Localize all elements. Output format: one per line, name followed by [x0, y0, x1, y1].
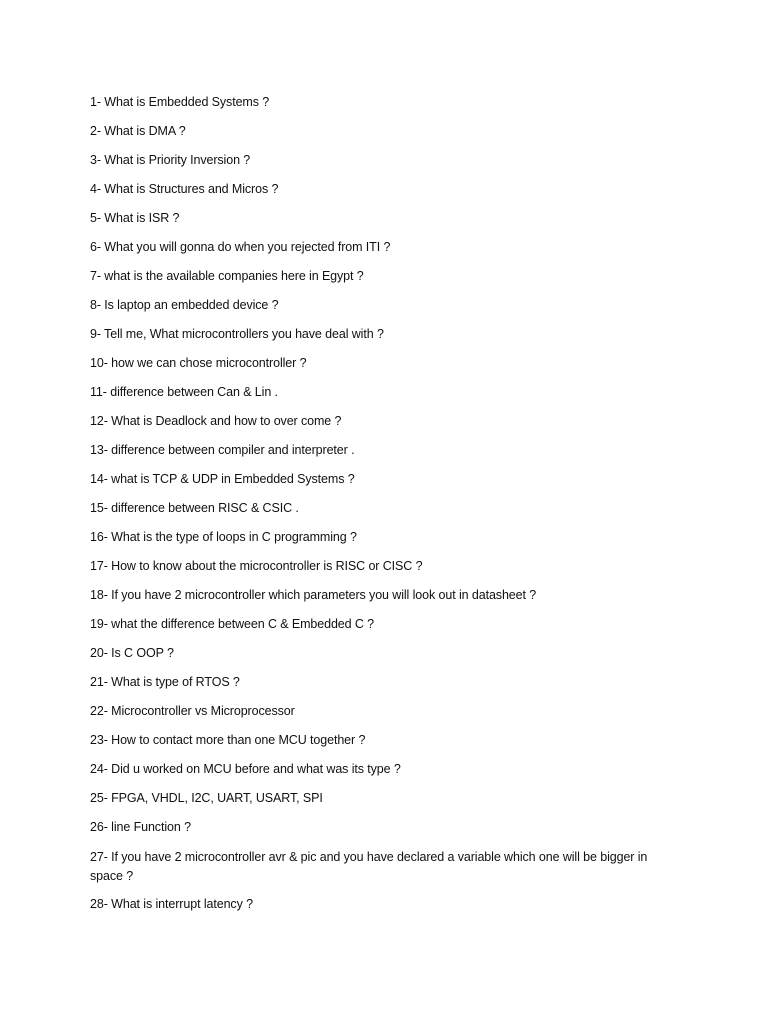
question-item: 11- difference between Can & Lin .	[90, 385, 278, 399]
question-item: 19- what the difference between C & Embedded C ?	[90, 617, 375, 631]
question-item: 5- What is ISR ?	[90, 211, 180, 225]
question-item: 6- What you will gonna do when you rejected from ITI ?	[90, 240, 391, 254]
question-item: 13- difference between compiler and interpreter .	[90, 443, 355, 457]
question-item: 26- line Function ?	[90, 820, 191, 834]
question-item: 18- If you have 2 microcontroller which parameters you will look out in datasheet ?	[90, 588, 537, 602]
question-item: 7- what is the available companies here in Egypt ?	[90, 269, 364, 283]
question-item: 24- Did u worked on MCU before and what was its type ?	[90, 762, 401, 776]
question-item: 4- What is Structures and Micros ?	[90, 182, 279, 196]
question-item: 15- difference between RISC & CSIC .	[90, 501, 299, 515]
question-item: 23- How to contact more than one MCU together ?	[90, 733, 366, 747]
question-item: 9- Tell me, What microcontrollers you have deal with ?	[90, 327, 384, 341]
question-item: 16- What is the type of loops in C programming ?	[90, 530, 357, 544]
question-item: 27- If you have 2 microcontroller avr & pic and you have declared a variable which one will be bigger in space ?	[90, 850, 648, 883]
question-item: 20- Is C OOP ?	[90, 646, 174, 660]
question-item: 25- FPGA, VHDL, I2C, UART, USART, SPI	[90, 791, 323, 805]
question-item: 12- What is Deadlock and how to over come ?	[90, 414, 342, 428]
question-item: 1- What is Embedded Systems ?	[90, 95, 270, 109]
question-item: 3- What is Priority Inversion ?	[90, 153, 251, 167]
question-item: 10- how we can chose microcontroller ?	[90, 356, 307, 370]
question-item: 22- Microcontroller vs Microprocessor	[90, 704, 295, 718]
question-list	[90, 94, 680, 925]
question-item: 28- What is interrupt latency ?	[90, 897, 253, 911]
question-item: 8- Is laptop an embedded device ?	[90, 298, 279, 312]
question-item: 2- What is DMA ?	[90, 124, 186, 138]
question-item: 17- How to know about the microcontroller is RISC or CISC ?	[90, 559, 423, 573]
question-item: 14- what is TCP & UDP in Embedded Systems ?	[90, 472, 355, 486]
question-item: 21- What is type of RTOS ?	[90, 675, 240, 689]
